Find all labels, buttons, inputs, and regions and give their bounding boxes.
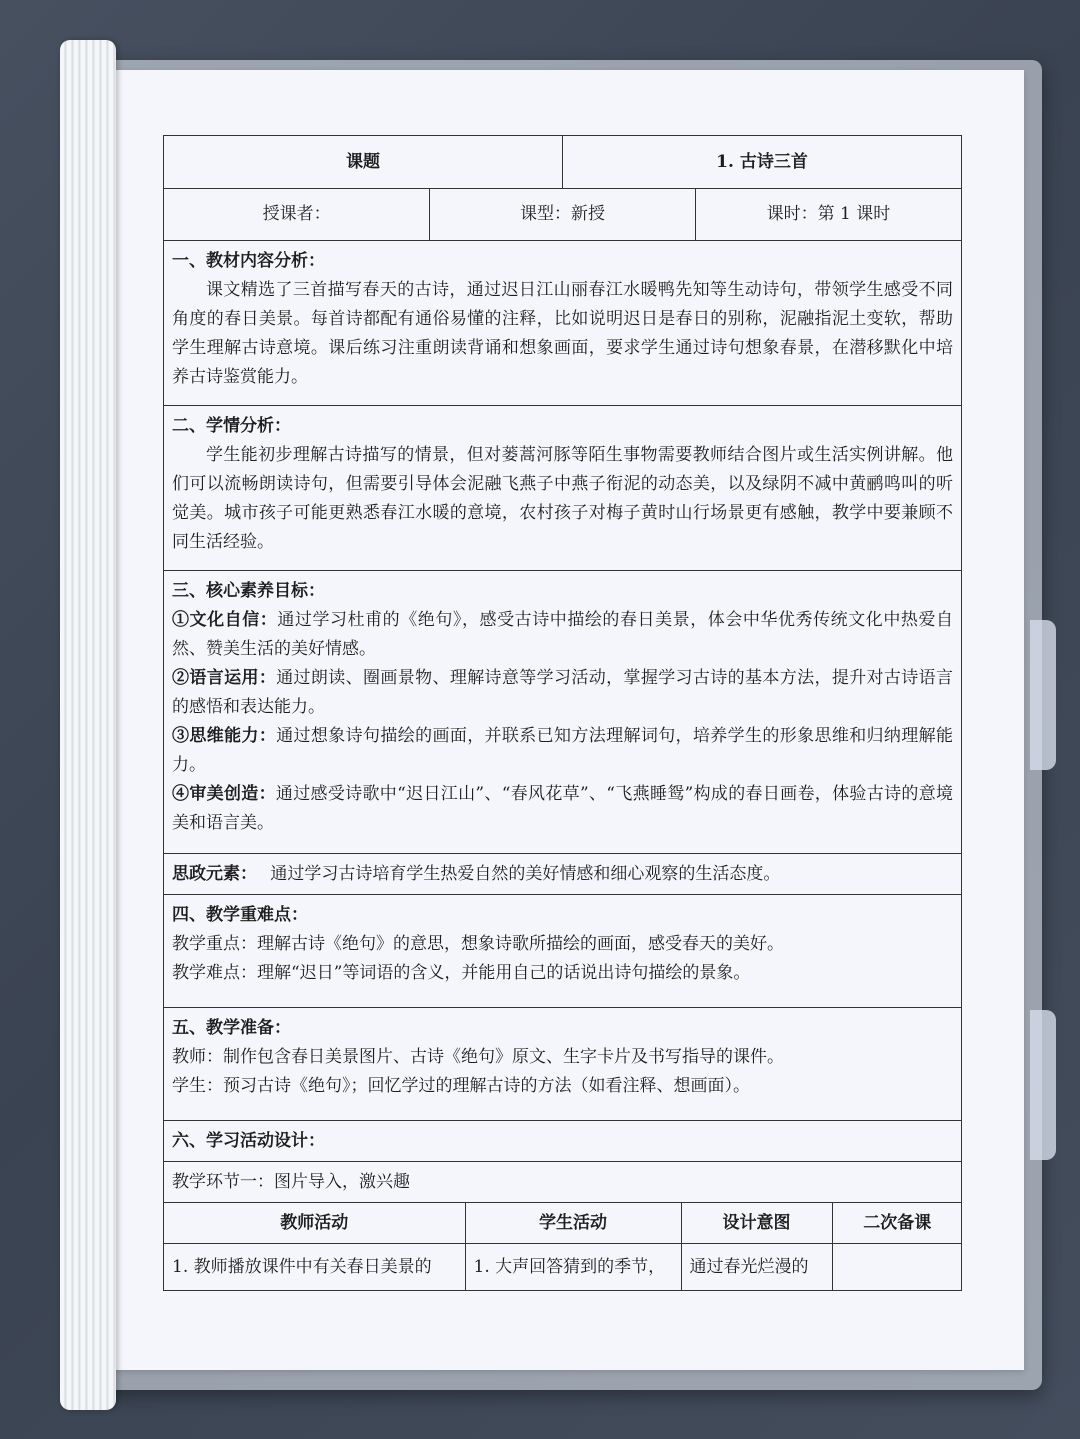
topic-label: 课题 <box>164 136 563 189</box>
topic-row <box>164 136 962 189</box>
ideology-label: 思政元素： <box>172 863 257 884</box>
section-preparation <box>164 1008 962 1121</box>
section-title: 六、学习活动设计： <box>172 1130 325 1151</box>
design-intent-cell: 通过春光烂漫的 <box>681 1244 832 1291</box>
teacher-label: 授课者： <box>164 189 430 240</box>
column-header: 设计意图 <box>681 1203 832 1244</box>
section-title: 三、核心素养目标： <box>172 581 325 601</box>
difficulty-line: 教学难点：理解“迟日”等词语的含义，并能用自己的话说出诗句描绘的景象。 <box>172 963 751 983</box>
goal-text: 通过朗读、圈画景物、理解诗意等学习活动，掌握学习古诗的基本方法，提升对古诗语言的感悟和表达能力。 <box>172 668 954 717</box>
section-title: 一、教材内容分析： <box>172 251 325 271</box>
lesson-type: 课型：新授 <box>430 189 696 240</box>
goal-item <box>172 664 953 722</box>
goal-item <box>172 780 953 838</box>
stage-label: 教学环节一：图片导入，激兴趣 <box>164 1162 962 1203</box>
lesson-hours: 课时：第 1 课时 <box>695 189 961 240</box>
activity-grid <box>164 1203 962 1291</box>
section-paragraph: 课文精选了三首描写春天的古诗，通过迟日江山丽春江水暖鸭先知等生动诗句，带领学生感受不同角度的春日美景。每首诗都配有通俗易懂的注释，比如说明迟日是春日的别称，泥融指泥土变软，帮助学生理解古诗意境。课后练习注重朗读背诵和想象画面，要求学生通过诗句想象春景，在潜移默化中培养古诗鉴赏能力。 <box>172 280 954 387</box>
section-title: 五、教学准备： <box>172 1018 291 1038</box>
goal-item <box>172 722 953 780</box>
goal-label: ①文化自信： <box>172 610 278 630</box>
folder-tab <box>1030 1010 1056 1160</box>
topic-value: 1. 古诗三首 <box>563 136 962 189</box>
revision-cell <box>832 1244 962 1291</box>
goal-item <box>172 606 953 664</box>
section-core-goals <box>164 571 962 854</box>
ideology-row <box>164 854 962 895</box>
lesson-plan-table <box>163 135 962 1291</box>
goal-label: ②语言运用： <box>172 668 277 688</box>
column-header: 二次备课 <box>832 1203 962 1244</box>
folder-tab <box>1030 620 1056 770</box>
section-title: 四、教学重难点： <box>172 905 308 925</box>
section-textbook-analysis <box>164 241 962 406</box>
teacher-activity-cell: 1. 教师播放课件中有关春日美景的 <box>164 1244 465 1291</box>
ideology-text: 通过学习古诗培育学生热爱自然的美好情感和细心观察的生活态度。 <box>270 863 781 884</box>
goal-label: ③思维能力： <box>172 726 277 746</box>
section-student-analysis <box>164 406 962 571</box>
activity-row <box>164 1244 962 1291</box>
goal-text: 通过学习杜甫的《绝句》，感受古诗中描绘的春日美景，体会中华优秀传统文化中热爱自然、赞美生活的美好情感。 <box>172 610 954 659</box>
student-activity-cell: 1. 大声回答猜到的季节， <box>465 1244 681 1291</box>
meta-row <box>164 189 962 241</box>
section-title: 二、学情分析： <box>172 416 291 436</box>
teacher-prep-line: 教师：制作包含春日美景图片、古诗《绝句》原文、生字卡片及书写指导的课件。 <box>172 1047 784 1067</box>
key-point-line: 教学重点：理解古诗《绝句》的意思，想象诗歌所描绘的画面，感受春天的美好。 <box>172 934 784 954</box>
section-activity-design <box>164 1121 962 1162</box>
goal-text: 通过感受诗歌中“迟日江山”、“春风花草”、“飞燕睡鸳”构成的春日画卷，体验古诗的意境美和语言美。 <box>172 784 954 833</box>
goal-text: 通过想象诗句描绘的画面，并联系已知方法理解词句，培养学生的形象思维和归纳理解能力。 <box>172 726 954 775</box>
binding-spine <box>60 40 116 1410</box>
goal-label: ④审美创造： <box>172 784 276 804</box>
column-header: 教师活动 <box>164 1203 465 1244</box>
activity-subtable <box>164 1203 962 1290</box>
activity-header-row <box>164 1203 962 1244</box>
stage-row <box>164 1162 962 1203</box>
section-key-points <box>164 895 962 1008</box>
column-header: 学生活动 <box>465 1203 681 1244</box>
student-prep-line: 学生：预习古诗《绝句》；回忆学过的理解古诗的方法（如看注释、想画面）。 <box>172 1076 750 1096</box>
section-paragraph: 学生能初步理解古诗描写的情景，但对蒌蒿河豚等陌生事物需要教师结合图片或生活实例讲解。他们可以流畅朗读诗句，但需要引导体会泥融飞燕子中燕子衔泥的动态美，以及绿阴不减中黄鹂鸣叫的听觉美。城市孩子可能更熟悉春江水暖的意境，农村孩子对梅子黄时山行场景更有感触，教学中要兼顾不同生活经验。 <box>172 445 954 552</box>
meta-subtable <box>164 189 961 240</box>
